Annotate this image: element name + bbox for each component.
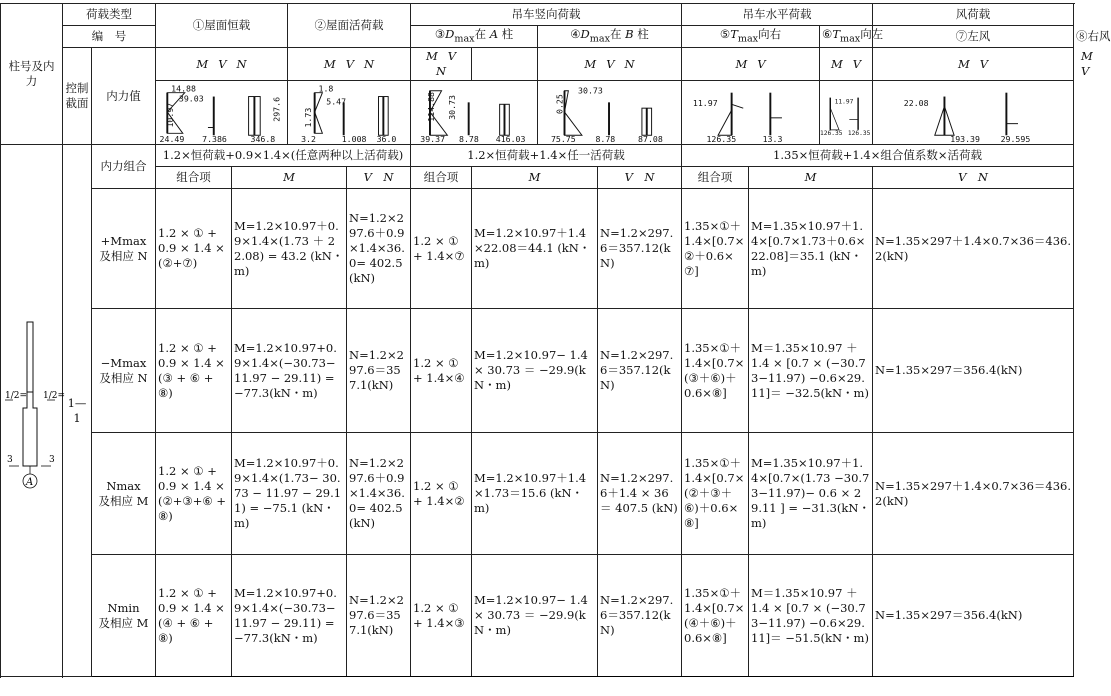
- svg-text:87.08: 87.08: [638, 133, 663, 144]
- control-section-cell: 控制截面: [63, 48, 92, 145]
- crane-vertical-header: 吊车竖向荷载: [411, 4, 682, 26]
- moment-diagram-icon: [288, 83, 410, 143]
- g3-vn: N=1.35×297＋1.4×0.7×36＝436.2(kN): [873, 189, 1074, 309]
- table-row: [1, 433, 1074, 555]
- svg-text:11.97: 11.97: [834, 98, 854, 106]
- svg-text:10.97: 10.97: [165, 102, 176, 128]
- load-type-header: 荷载类型: [63, 4, 156, 26]
- svg-text:8.78: 8.78: [595, 133, 616, 144]
- g2-item: 1.2 × ① + 1.4×④: [411, 309, 472, 433]
- moment-diagram-icon: [538, 83, 681, 143]
- svg-text:A: A: [26, 476, 34, 488]
- diagram-tmax-right: [682, 81, 820, 145]
- moment-diagram-icon: [873, 83, 1073, 143]
- g3-vn: N=1.35×297＋1.4×0.7×36＝436.2(kN): [873, 433, 1074, 555]
- tmax-right-header: $⑤T_{max}$向右: [682, 26, 820, 48]
- svg-text:126.35: 126.35: [706, 133, 737, 144]
- g2-item: 1.2 × ① + 1.4×②: [411, 433, 472, 555]
- row-label: +Mmax 及相应 N: [92, 189, 156, 309]
- g1-item-header: 组合项: [156, 167, 232, 189]
- g3-item: 1.35×①＋1.4×[0.7×(③＋⑥)＋0.6×⑧]: [682, 309, 749, 433]
- mvn-1: M V N: [156, 48, 288, 81]
- svg-text:1/2=: 1/2=: [43, 390, 66, 401]
- number-header: 编 号: [63, 26, 156, 48]
- wind-header: 风荷载: [873, 4, 1074, 26]
- svg-text:1.008: 1.008: [341, 133, 367, 144]
- svg-text:8.78: 8.78: [459, 133, 479, 144]
- g1-vn-header: V N: [347, 167, 411, 189]
- svg-text:0.25: 0.25: [554, 93, 565, 114]
- tmax-left-header: $⑥T_{max}$向左: [820, 26, 873, 48]
- g2-vn: N=1.2×297.6＋1.4 × 36 ＝ 407.5 (kN): [598, 433, 682, 555]
- g3-m: M＝1.35×10.97 ＋ 1.4 × [0.7 × (−30.73−11.97) −0.6×29.11]＝ −32.5(kN・m): [749, 309, 873, 433]
- g3-vn: N=1.35×297＝356.4(kN): [873, 309, 1074, 433]
- g2-vn: N=1.2×297.6＝357.12(kN): [598, 189, 682, 309]
- svg-text:75.75: 75.75: [550, 133, 576, 144]
- g1-vn: N=1.2×297.6＋0.9×1.4×36.0= 402.5(kN): [347, 433, 411, 555]
- g2-vn: N=1.2×297.6＝357.12(kN): [598, 555, 682, 677]
- svg-text:30.73: 30.73: [578, 85, 603, 96]
- combo-label-cell: 内力组合: [92, 145, 156, 189]
- wind-left-header: ⑦左风: [873, 26, 1074, 48]
- svg-text:193.39: 193.39: [950, 133, 980, 144]
- svg-text:30.73: 30.73: [447, 94, 458, 120]
- g3-vn: N=1.35×297＝356.4(kN): [873, 555, 1074, 677]
- internal-value-cell: 内力值: [92, 48, 156, 145]
- column-elevation-icon: [3, 314, 66, 504]
- roof-dead-header: ①屋面恒载: [156, 4, 288, 48]
- g3-item: 1.35×①＋1.4×[0.7×(②＋③＋⑥)＋0.6×⑧]: [682, 433, 749, 555]
- g3-item: 1.35×①＋1.4×[0.7×②＋0.6×⑦]: [682, 189, 749, 309]
- g3-m: M＝1.35×10.97 ＋ 1.4 × [0.7 × (−30.73−11.97) −0.6×29.11]＝ −51.5(kN・m): [749, 555, 873, 677]
- load-combination-table: 柱号及内力 荷载类型 ①屋面恒载 ②屋面活荷载 吊车竖向荷载 吊车水平荷载 风荷载 编 号 $③D_{max}$在 A 柱 $④D_{max}$在 B 柱 $⑤T_{max}$向右 $⑥T_{max}$向左 ⑦左风 ⑧右风 控制截面 内力值 M V N M V N M VN M V N M V M V M V MV 14.88 39.03 10.97 297.6 24.49 7.386 346.8 1.8 5.47 1.73 3.2 1.008 36.0 114.88 30.73 39.37 8.78 416.03 30.73 0.25 75.75 8.78 87.08 11.97 126.35 13.3 11.97 126.35 126.35 22.08 193.39 29.595 1/2= 1/2= 3 3 A 1—1 内力组合 1.2×恒荷载+0.9×1.4×(任意两种以上活荷载) 1.2×恒荷载+1.4×任一活荷载 1.35×恒荷载+1.4×组合值系数×活荷载 组合项 M V N 组合项 M V N 组合项 M V N +Mmax 及相应 N 1.2 × ① + 0.9 × 1.4 × (②+⑦) M=1.2×10.97＋0.9×1.4×(1.73 ＋ 22.08) = 43.2 (kN・m) N=1.2×297.6＋0.9×1.4×36.0= 402.5(kN) 1.2 × ① + 1.4×⑦ M=1.2×10.97＋1.4×22.08＝44.1 (kN・m) N=1.2×297.6＝357.12(kN) 1.35×①＋1.4×[0.7×②＋0.6×⑦] M=1.35×10.97＋1.4×[0.7×1.73＋0.6×22.08]＝35.1 (kN・m) N=1.35×297＋1.4×0.7×36＝436.2(kN) −Mmax 及相应 N 1.2 × ① + 0.9 × 1.4 × (③ + ⑥ + ⑧) M=1.2×10.97+0.9×1.4×(−30.73− 11.97 − 29.11) = −77.3(kN・m) N=1.2×297.6＝357.1(kN) 1.2 × ① + 1.4×④ M=1.2×10.97− 1.4 × 30.73 ＝ −29.9(kN・m) N=1.2×297.6＝357.12(kN) 1.35×①＋1.4×[0.7×(③＋⑥)＋0.6×⑧] M＝1.35×10.97 ＋ 1.4 × [0.7 × (−30.73−11.97) −0.6×29.11]＝ −32.5(kN・m) N=1.35×297＝356.4(kN) Nmax 及相应 M 1.2 × ① + 0.9 × 1.4 × (②+③+⑥ +⑧) M=1.2×10.97＋0.9×1.4×(1.73− 30.73 − 11.97 − 29.11) = −75.1 (kN・m) N=1.2×297.6＋0.9×1.4×36.0= 402.5(kN) 1.2 × ① + 1.4×② M=1.2×10.97＋1.4×1.73＝15.6 (kN・m) N=1.2×297.6＋1.4 × 36 ＝ 407.5 (kN) 1.35×①＋1.4×[0.7×(②＋③＋⑥)＋0.6×⑧] M=1.35×10.97＋1.4×[0.7×(1.73 −30.73−11.97)− 0.6 × 29.11 ] = −31.3(kN・m) N=1.35×297＋1.4×0.7×36＝436.2(kN) Nmin 及相应 M 1.2 × ① + 0.9 × 1.4 × (④ + ⑥ + ⑧) M=1.2×10.97+0.9×1.4×(−30.73− 11.97 − 29.11) = −77.3(kN・m) N=1.2×297.6＝357.1(kN) 1.2 × ① + 1.4×③ M=1.2×10.97− 1.4 × 30.73 ＝ −29.9(kN・m) N=1.2×297.6＝357.12(kN) 1.35×①＋1.4×[0.7×(④＋⑥)＋0.6×⑧] M＝1.35×10.97 ＋ 1.4 × [0.7 × (−30.73−11.97) −0.6×29.11]＝ −51.5(kN・m) N=1.35×297＝356.4(kN): [0, 3, 1074, 677]
- row-label: Nmin 及相应 M: [92, 555, 156, 677]
- g3-item: 1.35×①＋1.4×[0.7×(④＋⑥)＋0.6×⑧]: [682, 555, 749, 677]
- g2-vn-header: V N: [598, 167, 682, 189]
- mvn-2: M V N: [288, 48, 411, 81]
- svg-text:416.03: 416.03: [495, 133, 526, 144]
- svg-text:13.3: 13.3: [762, 133, 783, 144]
- table-row: [1, 189, 1074, 309]
- mvn-3b: [472, 48, 538, 81]
- moment-diagram-icon: [682, 83, 819, 143]
- roof-live-header: ②屋面活荷载: [288, 4, 411, 48]
- svg-text:3.2: 3.2: [301, 133, 316, 144]
- diagram-dmax-a: [411, 81, 538, 145]
- g1-item: 1.2 × ① + 0.9 × 1.4 × (②+⑦): [156, 189, 232, 309]
- section-id-cell: 1—1: [63, 145, 92, 677]
- svg-text:5.47: 5.47: [326, 96, 347, 107]
- svg-text:39.37: 39.37: [420, 133, 446, 144]
- dmax-a-header: $③D_{max}$在 A 柱: [411, 26, 538, 48]
- row-label: Nmax 及相应 M: [92, 433, 156, 555]
- svg-text:1/2=: 1/2=: [5, 390, 28, 401]
- g2-m-header: M: [472, 167, 598, 189]
- col-label-cell: 柱号及内力: [1, 4, 63, 145]
- mvn-6: M V: [820, 48, 873, 81]
- g2-m: M=1.2×10.97＋1.4×22.08＝44.1 (kN・m): [472, 189, 598, 309]
- g2-m: M=1.2×10.97− 1.4 × 30.73 ＝ −29.9(kN・m): [472, 555, 598, 677]
- dmax-b-header: $④D_{max}$在 B 柱: [538, 26, 682, 48]
- table-row: [1, 555, 1074, 677]
- g1-vn: N=1.2×297.6＝357.1(kN): [347, 555, 411, 677]
- g2-m: M=1.2×10.97＋1.4×1.73＝15.6 (kN・m): [472, 433, 598, 555]
- g3-m-header: M: [749, 167, 873, 189]
- moment-diagram-icon: [156, 83, 287, 143]
- svg-text:22.08: 22.08: [903, 98, 929, 109]
- g2-item: 1.2 × ① + 1.4×③: [411, 555, 472, 677]
- svg-text:3: 3: [7, 454, 13, 465]
- svg-text:3: 3: [49, 454, 55, 465]
- g1-m: M=1.2×10.97＋0.9×1.4×(1.73− 30.73 − 11.97 − 29.11) = −75.1 (kN・m): [232, 433, 347, 555]
- g1-item: 1.2 × ① + 0.9 × 1.4 × (②+③+⑥ +⑧): [156, 433, 232, 555]
- svg-text:14.88: 14.88: [171, 83, 196, 94]
- g1-item: 1.2 × ① + 0.9 × 1.4 × (③ + ⑥ + ⑧): [156, 309, 232, 433]
- svg-text:297.6: 297.6: [271, 96, 282, 122]
- crane-horizontal-header: 吊车水平荷载: [682, 4, 873, 26]
- g1-m-header: M: [232, 167, 347, 189]
- group-1-header: 1.2×恒荷载+0.9×1.4×(任意两种以上活荷载): [156, 145, 411, 167]
- group-2-header: 1.2×恒荷载+1.4×任一活荷载: [411, 145, 682, 167]
- mvn-7: M V: [873, 48, 1074, 81]
- g3-m: M=1.35×10.97＋1.4×[0.7×1.73＋0.6×22.08]＝35.1 (kN・m): [749, 189, 873, 309]
- diagram-tmax-left: [820, 81, 873, 145]
- svg-text:1.8: 1.8: [318, 83, 334, 94]
- svg-text:11.97: 11.97: [692, 98, 718, 109]
- diagram-roof-live: [288, 81, 411, 145]
- mvn-4: M V N: [538, 48, 682, 81]
- svg-text:126.35: 126.35: [847, 129, 871, 137]
- g1-m: M=1.2×10.97+0.9×1.4×(−30.73− 11.97 − 29.11) = −77.3(kN・m): [232, 309, 347, 433]
- g1-vn: N=1.2×297.6＋0.9×1.4×36.0= 402.5(kN): [347, 189, 411, 309]
- diagram-dmax-b: [538, 81, 682, 145]
- svg-text:114.88: 114.88: [425, 91, 436, 122]
- g3-m: M=1.35×10.97＋1.4×[0.7×(1.73 −30.73−11.97)− 0.6 × 29.11 ] = −31.3(kN・m): [749, 433, 873, 555]
- svg-text:24.49: 24.49: [159, 133, 185, 144]
- mvn-3: M VN: [411, 48, 472, 81]
- svg-text:7.386: 7.386: [202, 133, 227, 144]
- diagram-wind-left: [873, 81, 1074, 145]
- g1-item: 1.2 × ① + 0.9 × 1.4 × (④ + ⑥ + ⑧): [156, 555, 232, 677]
- g1-vn: N=1.2×297.6＝357.1(kN): [347, 309, 411, 433]
- svg-text:1.73: 1.73: [302, 107, 313, 128]
- svg-text:39.03: 39.03: [178, 93, 204, 104]
- g2-item-header: 组合项: [411, 167, 472, 189]
- moment-diagram-icon: [820, 83, 872, 143]
- g1-m: M=1.2×10.97＋0.9×1.4×(1.73 ＋ 22.08) = 43.2 (kN・m): [232, 189, 347, 309]
- g3-vn-header: V N: [873, 167, 1074, 189]
- svg-text:29.595: 29.595: [1000, 133, 1031, 144]
- column-sketch-cell: [1, 145, 66, 677]
- row-label: −Mmax 及相应 N: [92, 309, 156, 433]
- table-row: [1, 309, 1074, 433]
- g3-item-header: 组合项: [682, 167, 749, 189]
- group-3-header: 1.35×恒荷载+1.4×组合值系数×活荷载: [682, 145, 1074, 167]
- diagram-roof-dead: [156, 81, 288, 145]
- svg-text:126.35: 126.35: [820, 129, 843, 137]
- g2-vn: N=1.2×297.6＝357.12(kN): [598, 309, 682, 433]
- g2-item: 1.2 × ① + 1.4×⑦: [411, 189, 472, 309]
- svg-text:346.8: 346.8: [250, 133, 276, 144]
- g2-m: M=1.2×10.97− 1.4 × 30.73 ＝ −29.9(kN・m): [472, 309, 598, 433]
- mvn-5: M V: [682, 48, 820, 81]
- g1-m: M=1.2×10.97+0.9×1.4×(−30.73− 11.97 − 29.11) = −77.3(kN・m): [232, 555, 347, 677]
- moment-diagram-icon: [411, 83, 537, 143]
- svg-text:36.0: 36.0: [376, 133, 397, 144]
